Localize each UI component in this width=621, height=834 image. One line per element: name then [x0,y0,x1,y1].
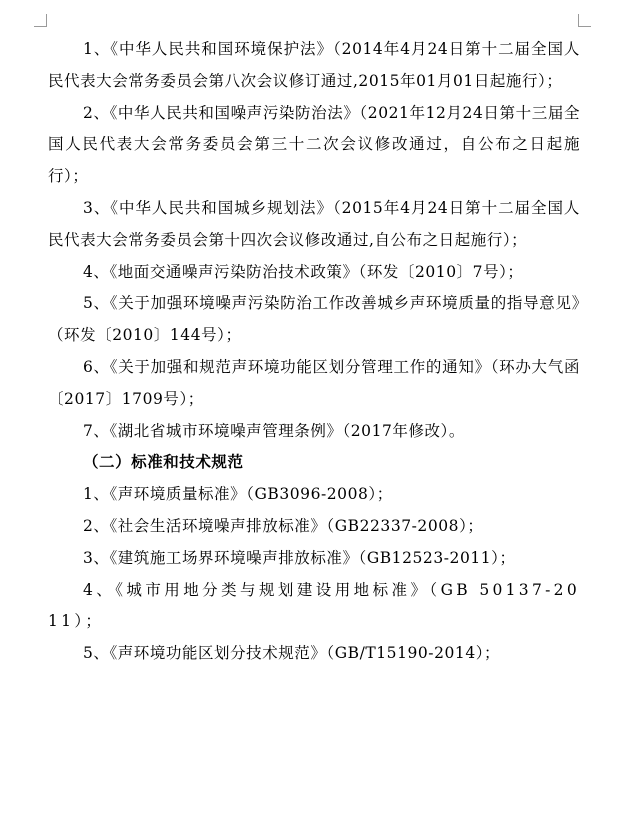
law-item-4: 4、《地面交通噪声污染防治技术政策》（环发〔2010〕7号）； [83,262,524,281]
page-corner-mark-top-left [34,14,47,27]
law-item-2: 2、《中华人民共和国噪声污染防治法》（2021年12月24日第十三届全国人民代表大会常务委员会第三十二次会议修改通过，自公布之日起施行）； [48,103,580,186]
document-body [48,34,580,670]
law-item-3: 3、《中华人民共和国城乡规划法》（2015年4月24日第十二届全国人民代表大会常务委员会第十四次会议修改通过,自公布之日起施行）； [48,198,580,249]
standard-item-3: 3、《建筑施工场界环境噪声排放标准》（GB12523-2011）； [83,548,516,567]
standard-item-1: 1、《声环境质量标准》（GB3096-2008）； [83,485,393,504]
law-item-7: 7、《湖北省城市环境噪声管理条例》（2017年修改）。 [83,421,465,440]
standard-item-5: 5、《声环境功能区划分技术规范》（GB/T15190-2014）； [83,644,501,663]
page-corner-mark-top-right [578,14,591,27]
law-item-1: 1、《中华人民共和国环境保护法》（2014年4月24日第十二届全国人民代表大会常务委员会第八次会议修订通过,2015年01月01日起施行）； [48,40,580,90]
standard-item-2: 2、《社会生活环境噪声排放标准》（GB22337-2008）； [83,516,484,535]
law-item-5: 5、《关于加强环境噪声污染防治工作改善城乡声环境质量的指导意见》（环发〔2010〕144号）； [48,294,580,345]
law-item-6: 6、《关于加强和规范声环境功能区划分管理工作的通知》（环办大气函〔2017〕1709号）； [48,357,580,408]
standard-item-4: 4、《城市用地分类与规划建设用地标准》（GB 50137-2011）； [48,580,580,631]
section-heading-standards: （二）标准和技术规范 [83,453,244,472]
